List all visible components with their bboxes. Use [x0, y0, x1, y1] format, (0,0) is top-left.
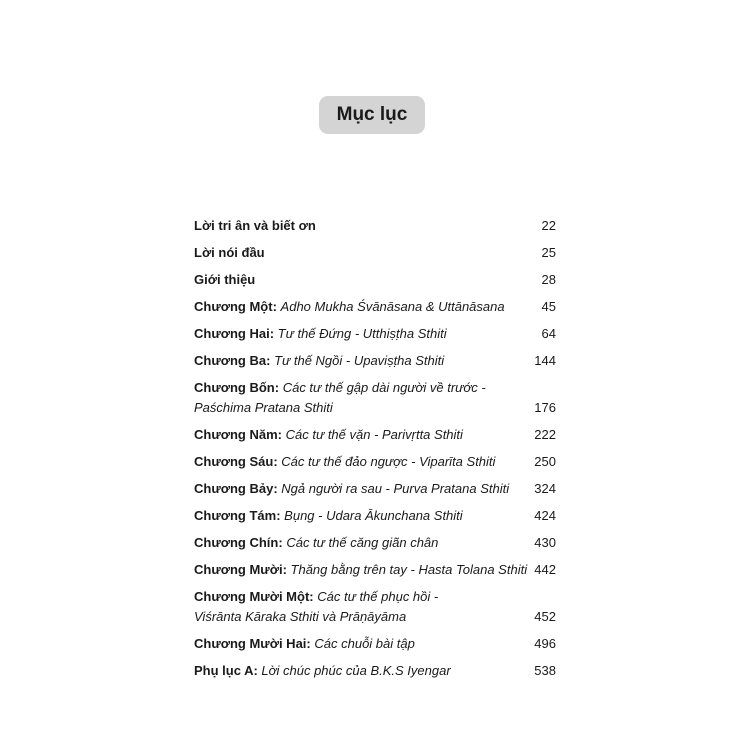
toc-entry-page: 28 — [541, 272, 556, 287]
toc-entry-subtitle: Lời chúc phúc của B.K.S Iyengar — [261, 663, 451, 678]
toc-entry-subtitle: Các tư thế căng giãn chân — [286, 535, 439, 550]
toc-entry — [194, 506, 556, 526]
toc-entry-subtitle-continued: Paśchima Pratana Sthiti — [194, 400, 333, 415]
toc-entry-label: Chương Bốn: — [194, 380, 280, 395]
toc-entry-page: 25 — [541, 245, 556, 260]
toc-entry-page: 430 — [534, 535, 556, 550]
toc-entry — [194, 243, 556, 263]
toc-entry-subtitle: Adho Mukha Śvānāsana & Uttānāsana — [280, 299, 505, 314]
toc-entry — [194, 533, 556, 553]
toc-entry — [194, 378, 556, 418]
toc-entry-label: Chương Năm: — [194, 427, 282, 442]
toc-entry-subtitle: Các chuỗi bài tập — [314, 636, 415, 651]
toc-entry-label: Chương Sáu: — [194, 454, 278, 469]
toc-entry-label: Chương Mười: — [194, 562, 287, 577]
toc-entry — [194, 425, 556, 445]
toc-entry-label: Giới thiệu — [194, 272, 256, 287]
toc-entry-page: 250 — [534, 454, 556, 469]
toc-entry-page: 45 — [541, 299, 556, 314]
toc-entry-label: Chương Tám: — [194, 508, 281, 523]
toc-entry — [194, 216, 556, 236]
toc-entry-label: Lời nói đầu — [194, 245, 265, 260]
toc-entry — [194, 452, 556, 472]
toc-entry-label: Chương Mười Hai: — [194, 636, 311, 651]
toc-entry-page: 442 — [534, 562, 556, 577]
toc-entry-subtitle: Tư thế Đứng - Utthiṣṭha Sthiti — [277, 326, 447, 341]
page-title: Mục lục — [319, 96, 425, 134]
toc-entry — [194, 587, 556, 627]
toc-entry — [194, 479, 556, 499]
toc-entry — [194, 270, 556, 290]
toc-entry-page: 424 — [534, 508, 556, 523]
toc-entry-subtitle: Bụng - Udara Ākunchana Sthiti — [284, 508, 463, 523]
toc-entry-subtitle: Các tư thế phục hồi - — [317, 589, 439, 604]
toc-entry-page: 452 — [534, 609, 556, 624]
toc-entry-subtitle: Các tư thế vặn - Parivṛtta Sthiti — [285, 427, 463, 442]
toc-entry — [194, 560, 556, 580]
toc-entry-label: Chương Một: — [194, 299, 277, 314]
toc-entry-label: Chương Ba: — [194, 353, 271, 368]
toc-entry-page: 64 — [541, 326, 556, 341]
toc-entry-page: 222 — [534, 427, 556, 442]
toc-entry-label: Chương Bảy: — [194, 481, 278, 496]
toc-entry — [194, 661, 556, 681]
toc-entry-page: 144 — [534, 353, 556, 368]
toc-entry-page: 176 — [534, 400, 556, 415]
toc-entry-label: Chương Chín: — [194, 535, 283, 550]
toc-entry-subtitle-continued: Viśrānta Kāraka Sthiti và Prāṇāyāma — [194, 609, 407, 624]
toc-entry-page: 324 — [534, 481, 556, 496]
toc-entry — [194, 634, 556, 654]
toc-entry-page: 22 — [541, 218, 556, 233]
toc-entry-page: 538 — [534, 663, 556, 678]
toc-entry-label: Chương Hai: — [194, 326, 275, 341]
toc-entry-subtitle: Các tư thế gập dài người về trước - — [282, 380, 486, 395]
toc-entry-label: Chương Mười Một: — [194, 589, 314, 604]
toc-entry-subtitle: Thăng bằng trên tay - Hasta Tolana Sthiti — [290, 562, 528, 577]
toc-entry — [194, 351, 556, 371]
toc-entry-subtitle: Ngả người ra sau - Purva Pratana Sthiti — [281, 481, 510, 496]
toc-entry — [194, 324, 556, 344]
toc-entry-page: 496 — [534, 636, 556, 651]
toc-entry — [194, 297, 556, 317]
toc-entry-subtitle: Tư thế Ngồi - Upaviṣṭha Sthiti — [274, 353, 445, 368]
toc-entry-label: Lời tri ân và biết ơn — [194, 218, 316, 233]
toc-entry-subtitle: Các tư thế đảo ngược - Viparīta Sthiti — [281, 454, 496, 469]
toc-entry-label: Phụ lục A: — [194, 663, 258, 678]
